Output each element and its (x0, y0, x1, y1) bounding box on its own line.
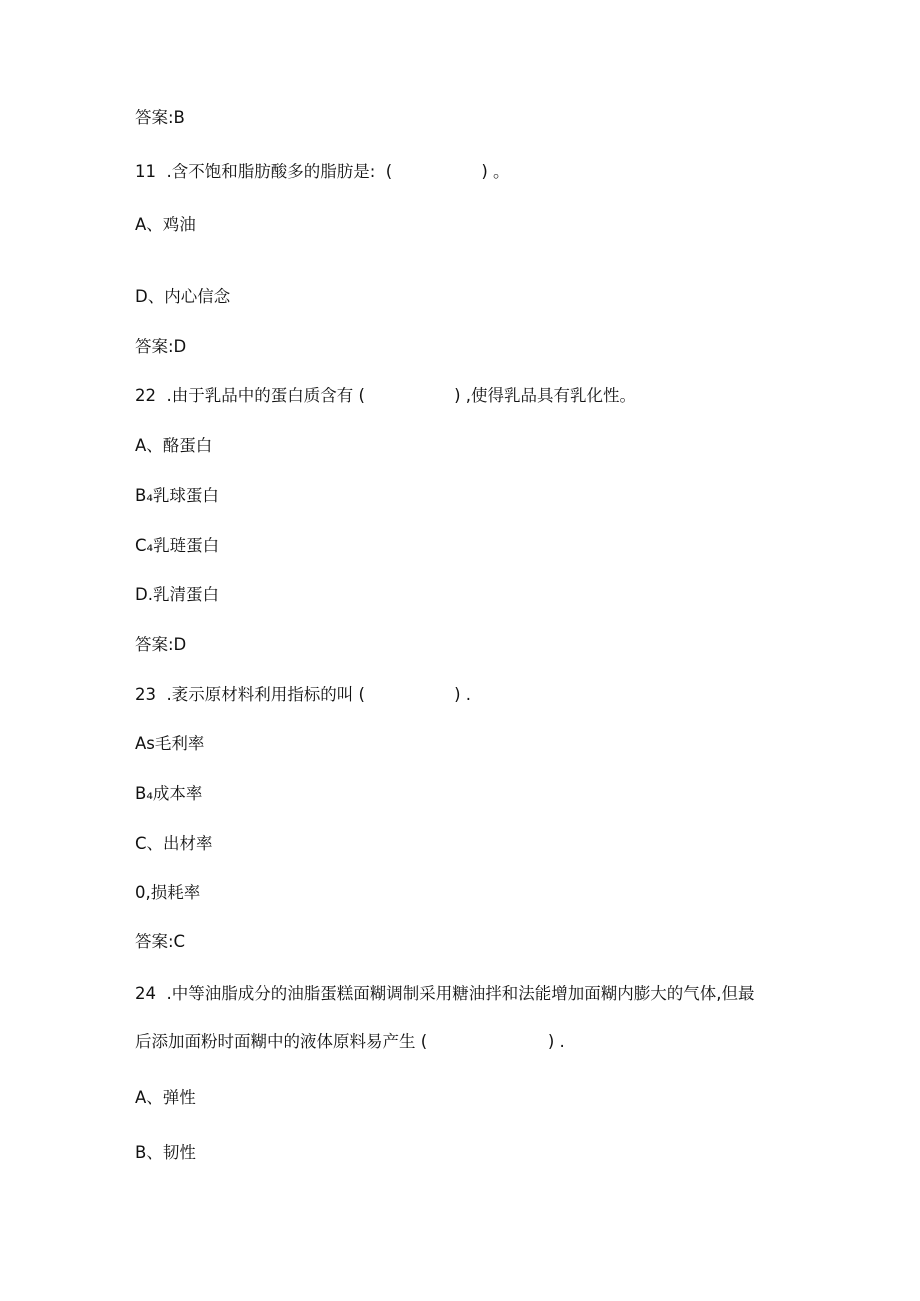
option-d: D、内心信念 (135, 287, 231, 306)
option-a: As毛利率 (135, 734, 205, 753)
option-a: A、弹性 (135, 1088, 196, 1107)
option-a: A、酪蛋白 (135, 436, 213, 455)
answer-line: 答案:D (135, 337, 187, 356)
option-b: B₄乳球蛋白 (135, 486, 219, 505)
question-23: 23 .袤示原材料利用指标的叫 ( ) . (135, 685, 472, 704)
option-a: A、鸡油 (135, 215, 196, 234)
answer-line: 答案:C (135, 932, 186, 951)
option-b: B₄成本率 (135, 784, 203, 803)
option-c: C₄乳琏蛋白 (135, 536, 220, 555)
answer-line: 答案:B (135, 108, 185, 127)
question-24-line-2: 后添加面粉时面糊中的液体原料易产生 ( ) . (135, 1032, 565, 1051)
option-c: C、出材率 (135, 834, 213, 853)
question-24-line-1: 24 .中等油脂成分的油脂蛋糕面糊调制采用糖油拌和法能增加面糊内膨大的气体,但最 (135, 984, 755, 1003)
option-d: D.乳清蛋白 (135, 585, 219, 604)
answer-line: 答案:D (135, 635, 187, 654)
question-11: 11 .含不饱和脂肪酸多的脂肪是: ( ) 。 (135, 162, 510, 181)
question-22: 22 .由于乳品中的蛋白质含有 ( ) ,使得乳品具有乳化性。 (135, 386, 637, 405)
option-b: B、韧性 (135, 1143, 196, 1162)
option-d: 0,损耗率 (135, 883, 201, 902)
